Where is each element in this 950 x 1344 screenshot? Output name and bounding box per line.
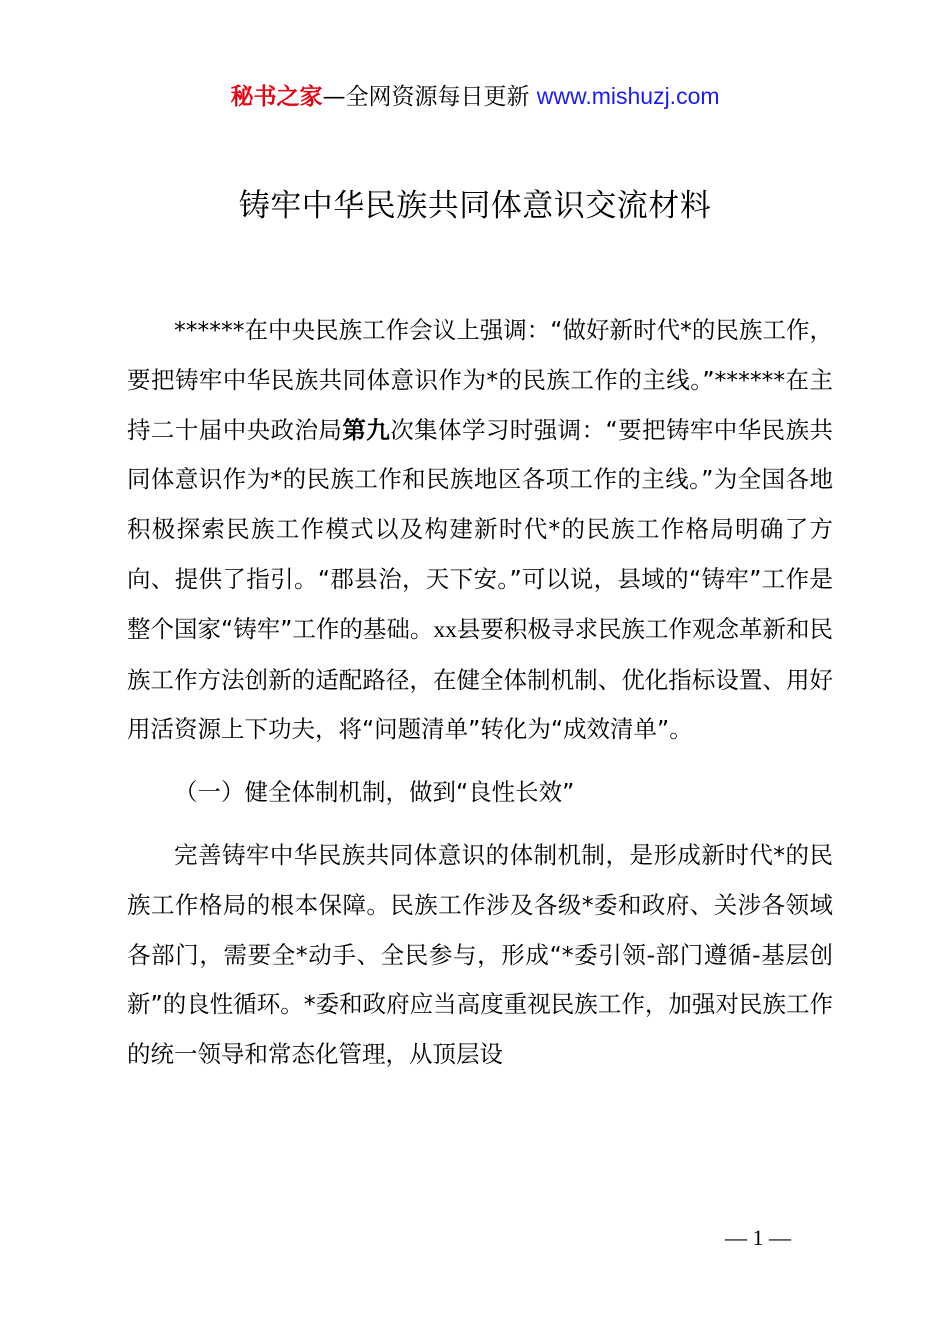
- paragraph-intro-county-code: xx: [433, 616, 457, 643]
- document-body: [127, 306, 833, 1080]
- section-heading-1: （一）健全体制机制，做到“良性长效”: [174, 778, 575, 807]
- site-brand: 秘书之家: [230, 84, 323, 110]
- paragraph-intro-text-3: 县要积极寻求民族工作观念革新和民族工作方法创新的适配路径，在健全体制机制、优化指标设置、用好用活资源上下功夫，将“问题清单”转化为“成效清单”。: [127, 614, 833, 744]
- paragraph-intro-text-2: 次集体学习时强调：“要把铸牢中华民族共同体意识作为*的民族工作和民族地区各项工作的主线。”为全国各地积极探索民族工作模式以及构建新时代*的民族工作格局明确了方向、提供了指引。“郡县治，天下安。”可以说，县域的“铸牢”工作是整个国家“铸牢”工作的基础。: [127, 415, 834, 643]
- page-number: — 1 —: [725, 1225, 791, 1250]
- site-header: [0, 80, 950, 113]
- paragraph-intro-bold-text: 第九: [342, 415, 391, 444]
- paragraph-mechanism: 完善铸牢中华民族共同体意识的体制机制，是形成新时代*的民族工作格局的根本保障。民族工作涉及各级*委和政府、关涉各领域各部门，需要全*动手、全民参与，形成“*委引领-部门遵循-基层创新”的良性循环。*委和政府应当高度重视民族工作，加强对民族工作的统一领导和常态化管理，从顶层设: [127, 840, 833, 1069]
- site-url-link[interactable]: www.mishuzj.com: [536, 83, 720, 109]
- site-slogan: —全网资源每日更新: [322, 84, 530, 110]
- paragraph-intro-text-1: ******在中央民族工作会议上强调：“做好新时代*的民族工作，要把铸牢中华民族共同体意识作为*的民族工作的主线。”******在主持二十届中央政治局: [127, 316, 833, 444]
- document-title: 铸牢中华民族共同体意识交流材料: [238, 188, 712, 224]
- paragraph-intro: [127, 306, 833, 755]
